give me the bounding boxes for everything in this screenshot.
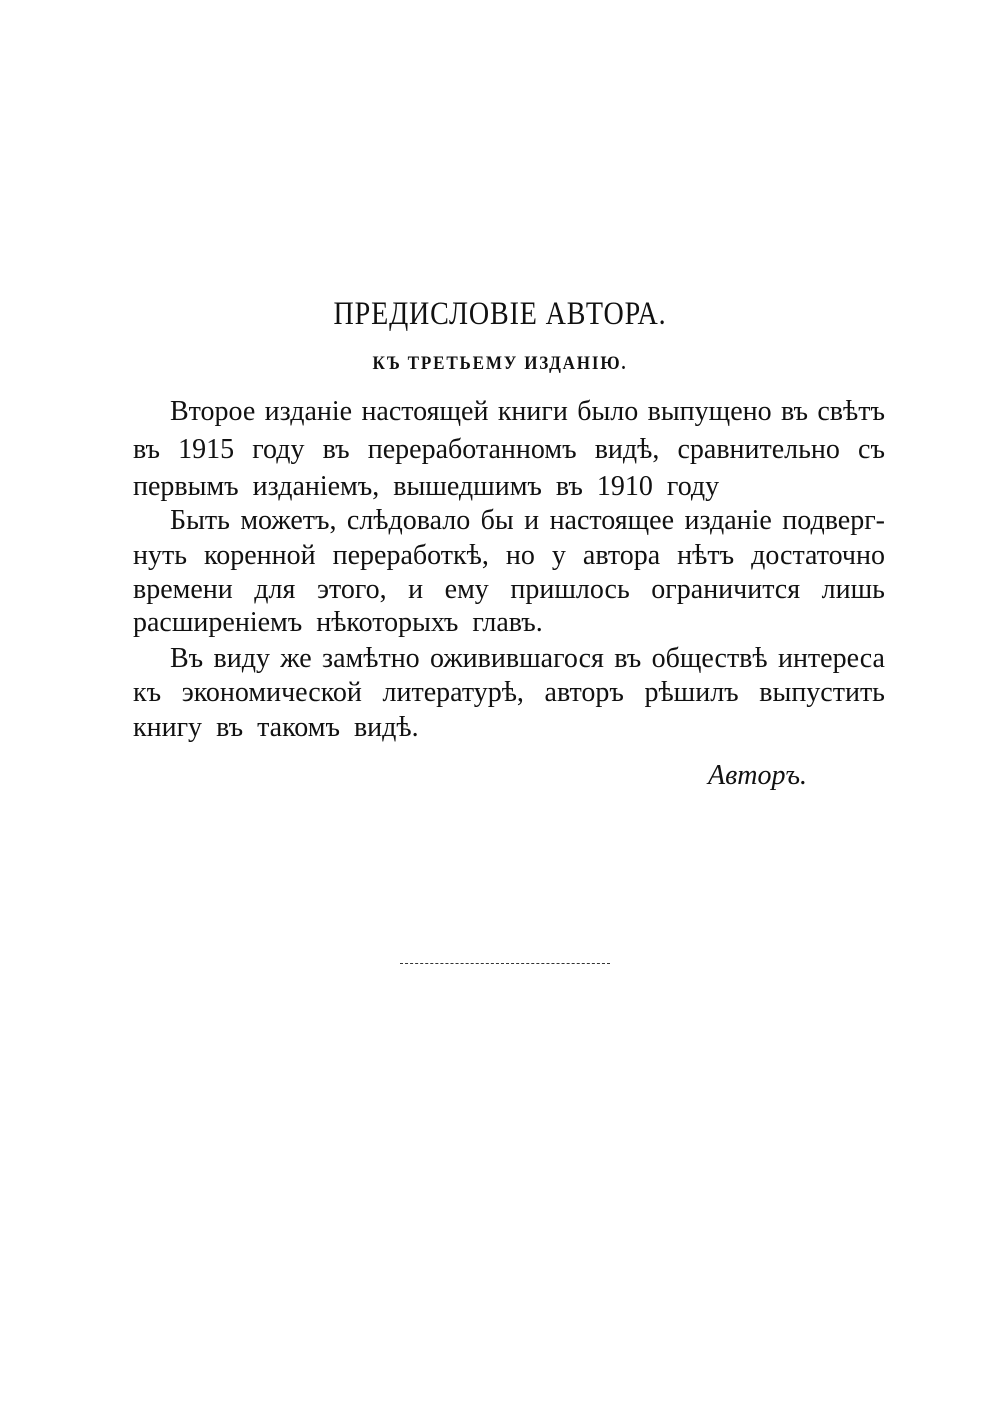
word: же xyxy=(280,643,312,674)
word: оживившагося xyxy=(430,643,604,674)
text-line xyxy=(133,471,885,503)
word: этого, xyxy=(316,574,387,605)
word: книги xyxy=(497,396,568,427)
word: переработанномъ xyxy=(367,434,577,465)
word: расширеніемъ xyxy=(133,607,303,638)
word: въ xyxy=(555,471,583,502)
word: достаточно xyxy=(751,540,885,571)
word: 1910 xyxy=(596,471,653,502)
text-line xyxy=(170,643,885,675)
word: съ xyxy=(858,434,885,465)
word: и xyxy=(524,505,540,536)
word: Второе xyxy=(170,396,256,427)
word: у xyxy=(551,540,566,571)
word: главъ. xyxy=(472,607,543,638)
word: замѣтно xyxy=(322,643,420,674)
word: нѣтъ xyxy=(677,540,735,571)
word: авторъ xyxy=(544,677,624,708)
word: въ xyxy=(780,396,808,427)
word: нуть xyxy=(133,540,187,571)
word: изданіемъ, xyxy=(252,471,380,502)
word: свѣтъ xyxy=(817,396,885,427)
word: вышедшимъ xyxy=(393,471,542,502)
word: подверг- xyxy=(782,505,885,536)
text-line xyxy=(170,396,885,428)
text-line xyxy=(133,677,885,709)
word: коренной xyxy=(204,540,316,571)
text-line xyxy=(170,505,885,537)
word: автора xyxy=(582,540,661,571)
text-line xyxy=(133,540,885,572)
text-line xyxy=(133,574,885,606)
word: для xyxy=(254,574,296,605)
word: въ xyxy=(133,434,161,465)
word: первымъ xyxy=(133,471,239,502)
word: ограничится xyxy=(651,574,801,605)
text-line xyxy=(133,712,885,744)
word: лишь xyxy=(821,574,885,605)
word: 1915 xyxy=(178,434,235,465)
word: изданіе xyxy=(264,396,353,427)
word: нѣкоторыхъ xyxy=(316,607,459,638)
word: виду xyxy=(213,643,270,674)
word: видѣ. xyxy=(353,712,419,743)
word: такомъ xyxy=(257,712,340,743)
word: экономической xyxy=(181,677,362,708)
word: въ xyxy=(216,712,244,743)
word: бы xyxy=(480,505,514,536)
separator-rule xyxy=(400,963,610,964)
word: времени xyxy=(133,574,233,605)
text-line xyxy=(133,434,885,466)
word: выпустить xyxy=(759,677,885,708)
signature: Авторъ. xyxy=(708,760,808,791)
word: настоящей xyxy=(361,396,489,427)
word: литературѣ, xyxy=(382,677,524,708)
word: книгу xyxy=(133,712,203,743)
word: изданіе xyxy=(684,505,772,536)
word: видѣ, xyxy=(594,434,660,465)
word: ему xyxy=(444,574,489,605)
word: и xyxy=(408,574,424,605)
page-title: ПРЕДИСЛОВІЕ АВТОРА. xyxy=(333,296,667,332)
word: къ xyxy=(133,677,162,708)
word: Быть xyxy=(170,505,230,536)
word: въ xyxy=(614,643,642,674)
word: въ xyxy=(322,434,350,465)
word: году xyxy=(252,434,305,465)
word: выпущено xyxy=(647,396,772,427)
word: настоящее xyxy=(549,505,675,536)
word: году xyxy=(666,471,720,502)
word: интереса xyxy=(777,643,885,674)
word: пришлось xyxy=(510,574,630,605)
word: сравнительно xyxy=(677,434,840,465)
word: Въ xyxy=(170,643,204,674)
word: переработкѣ, xyxy=(332,540,489,571)
word: слѣдовало xyxy=(346,505,471,536)
text-line xyxy=(133,607,885,639)
word: но xyxy=(505,540,535,571)
word: было xyxy=(577,396,639,427)
word: можетъ, xyxy=(240,505,337,536)
page-subtitle: КЪ ТРЕТЬЕМУ ИЗДАНІЮ. xyxy=(372,353,628,374)
word: рѣшилъ xyxy=(644,677,739,708)
word: обществѣ xyxy=(651,643,768,674)
